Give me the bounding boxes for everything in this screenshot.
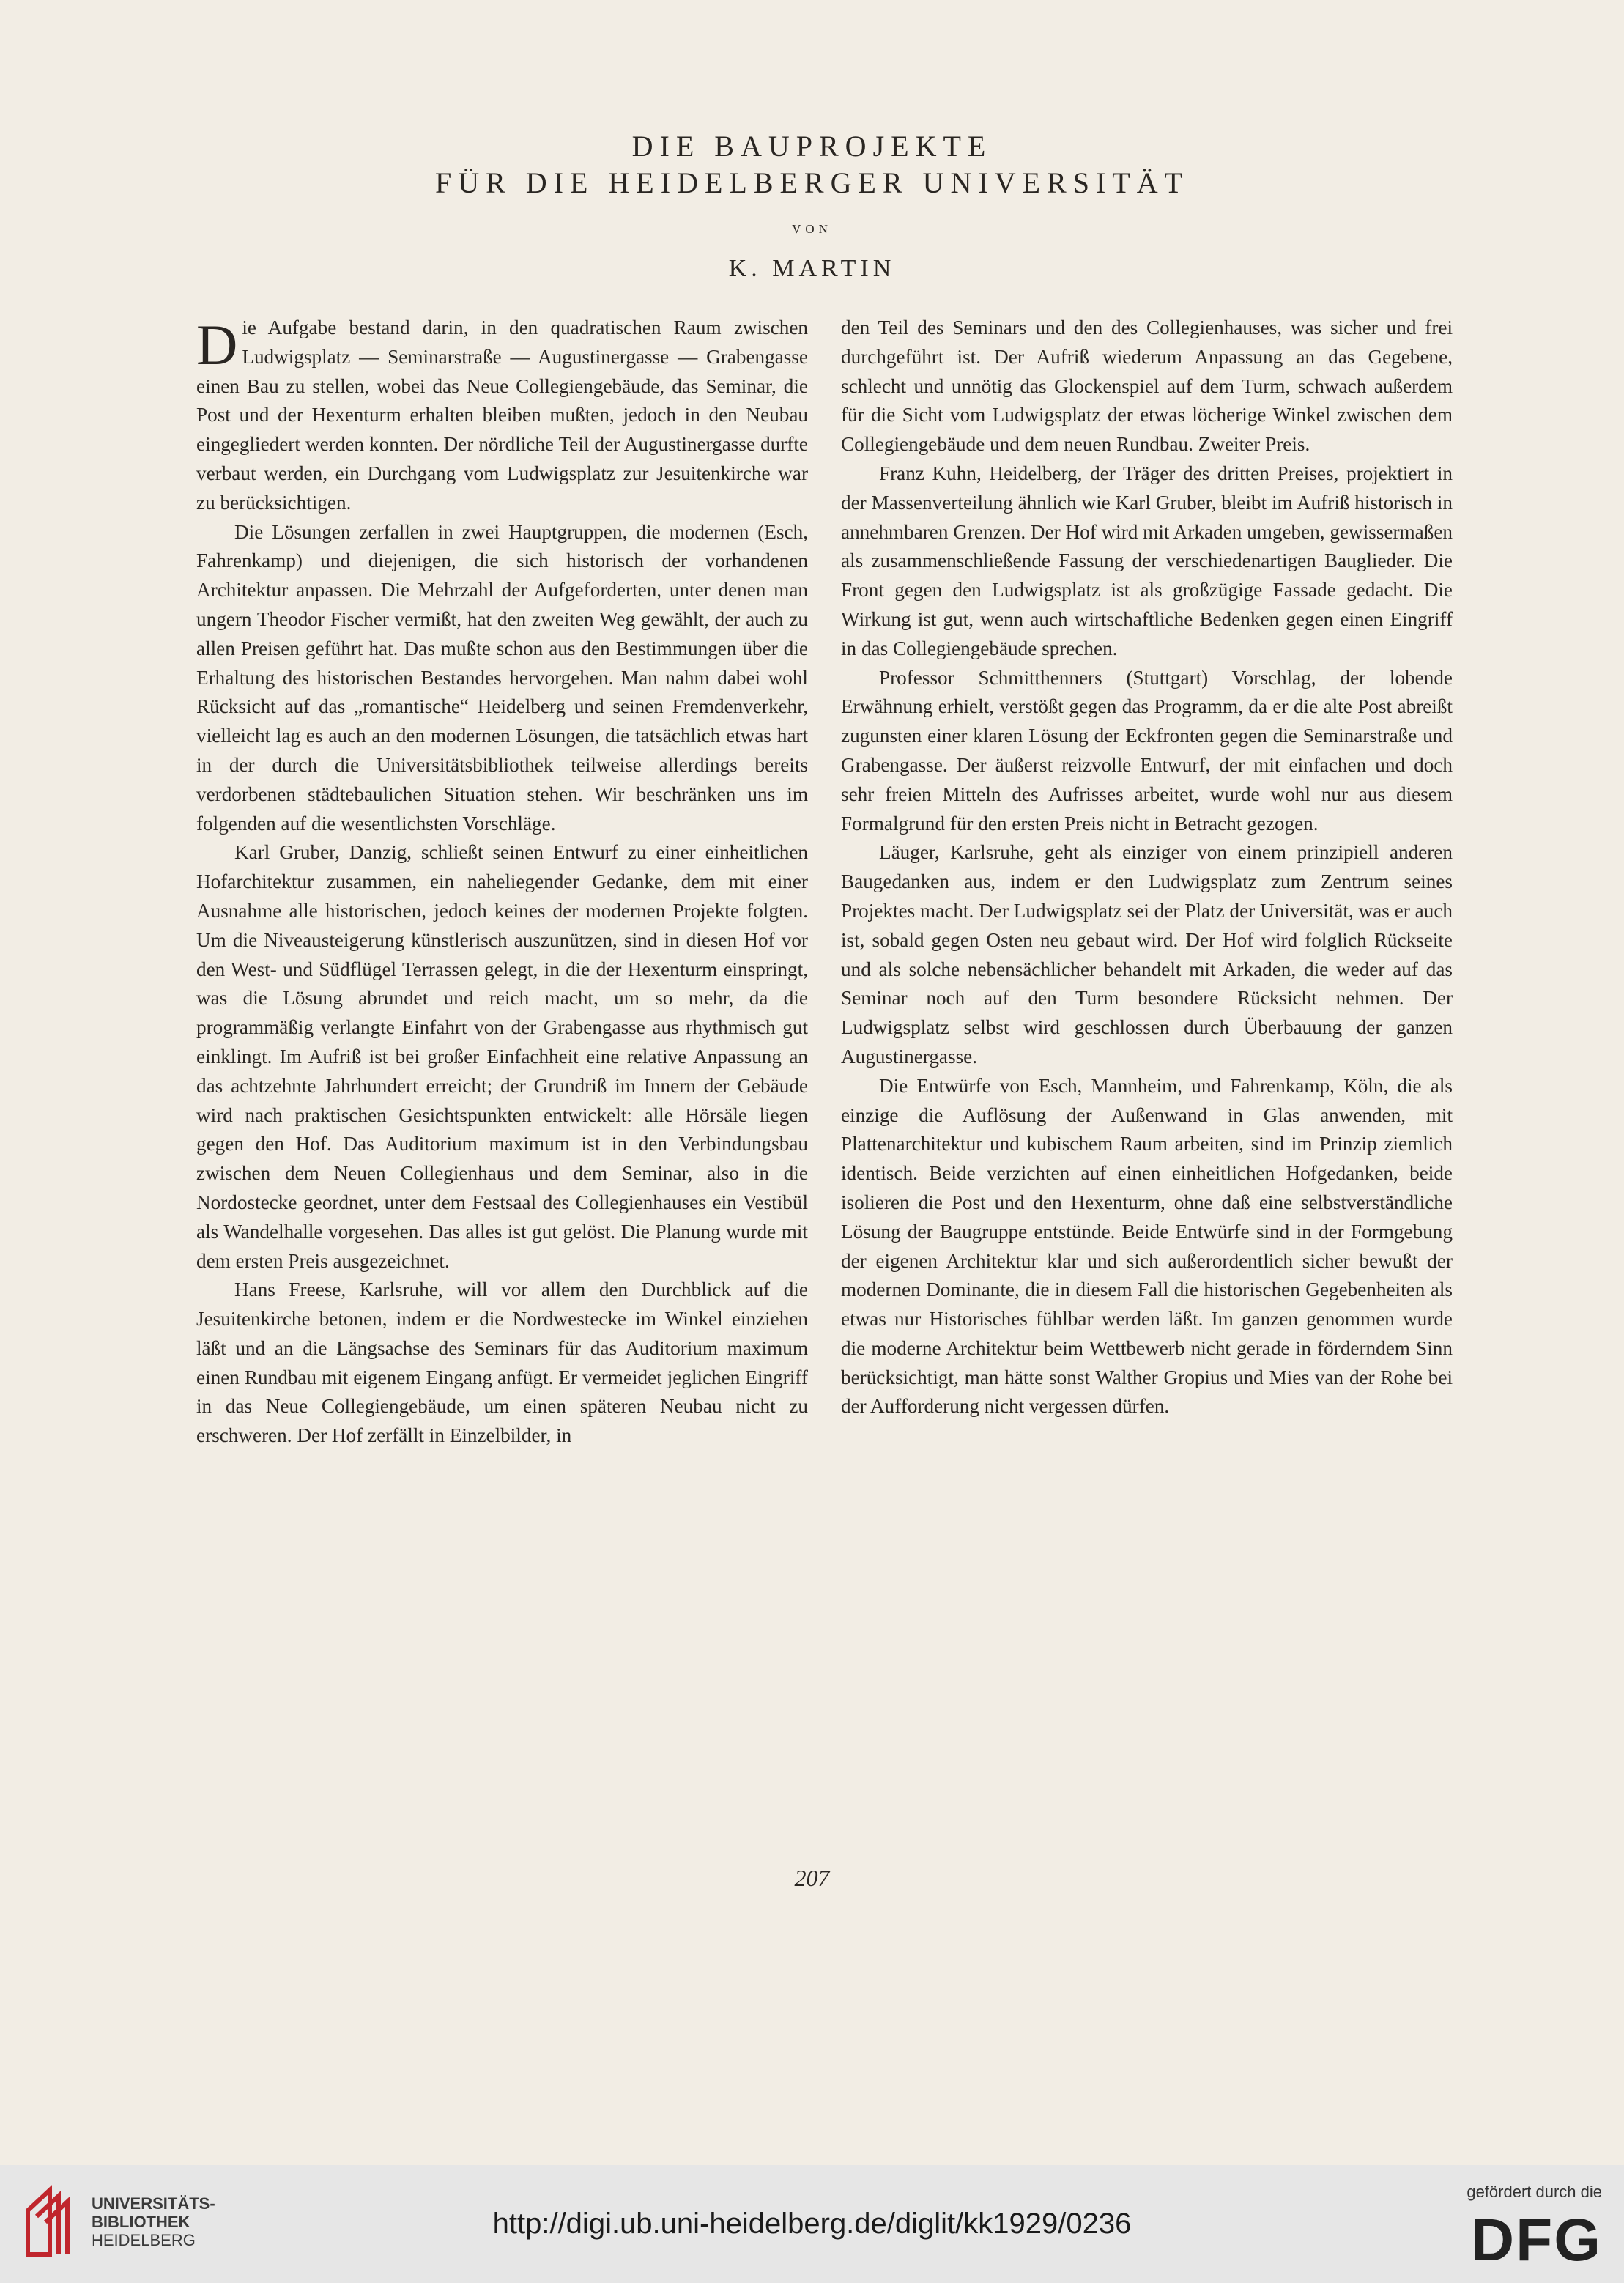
page-number: 207 (794, 1865, 830, 1891)
dfg-logo[interactable]: DFG (1470, 2207, 1602, 2273)
paragraph: Die Lösungen zerfallen in zwei Hauptgruppen, die modernen (Esch, Fahrenkamp) und diejenigen, die sich historisch der vorhandenen Architektur anpassen. Die Mehrzahl der Aufgeforderten, unter denen man ungern Theodor Fischer vermißt, hat den zweiten Weg gewählt, der auch zu allen Preisen geführt hat. Das mußte schon aus den Bestimmungen über die Erhaltung des historischen Bestandes hervorgehen. Man nahm dabei wohl Rücksicht auf das „romantische“ Heidelberg und seinen Fremdenverkehr, vielleicht lag es auch an den modernen Lösungen, die tatsächlich etwas hart in der durch die Universitätsbibliothek teilweise allerdings bereits verdorbenen städtebaulichen Situation stehen. Wir beschränken uns im folgenden auf die wesentlichsten Vorschläge. (196, 520, 808, 835)
paragraph-text: ie Aufgabe bestand darin, in den quadratischen Raum zwischen Ludwigsplatz — Seminarstraße — Augustinergasse — Grabengasse einen Bau zu stellen, wobei das Neue Collegiengebäude, das Seminar, die Post und der Hexenturm erhalten bleiben mußten, jedoch in den Neubau eingegliedert werden konnten. Der nördliche Teil der Augustinergasse durfte verbaut werden, ein Durchgang vom Ludwigsplatz zur Jesuitenkirche war zu berücksichtigen. (196, 317, 808, 514)
article-title-line2: FÜR DIE HEIDELBERGER UNIVERSITÄT (434, 166, 1190, 199)
library-name-line1: UNIVERSITÄTS- (92, 2194, 215, 2213)
paragraph: Hans Freese, Karlsruhe, will vor allem den Durchblick auf die Jesuitenkirche betonen, indem er die Nordwestecke im Winkel einziehen läßt und an die Längsachse des Seminars für das Auditorium maximum einen Rundbau mit eigenem Eingang anfügt. Er vermeidet jeglichen Eingriff in das Neue Collegiengebäude, um einen späteren Neubau nicht zu erschweren. Der Hof zerfällt in Einzelbilder, in (196, 1279, 808, 1447)
paragraph: den Teil des Seminars und den des Collegienhauses, was sicher und frei durchgeführt ist. Der Aufriß wiederum Anpassung an das Gegebene, schlecht und unnötig das Glockenspiel auf dem Turm, schwach außerdem für die Sicht vom Ludwigsplatz der etwas löcherige Winkel zwischen dem Collegiengebäude und dem neuen Rundbau. Zweiter Preis. (841, 317, 1453, 456)
paragraph (196, 314, 808, 518)
library-name-line3: HEIDELBERG (92, 2231, 196, 2249)
footer-bar (0, 2165, 1624, 2283)
text-column-right (841, 314, 1453, 1421)
paragraph: Professor Schmitthenners (Stuttgart) Vorschlag, der lobende Erwähnung erhielt, verstößt gegen das Programm, da er die alte Post abreißt zugunsten einer klaren Lösung der Eckfronten gegen die Seminarstraße und Grabengasse. Der äußerst reizvolle Entwurf, der mit einfachen und doch sehr freien Mitteln des Aufrisses arbeitet, wurde wohl nur aus diesem Formalgrund für den ersten Preis nicht in Betracht gezogen. (841, 666, 1453, 835)
byline-von: VON (792, 222, 832, 236)
paragraph: Karl Gruber, Danzig, schließt seinen Entwurf zu einer einheitlichen Hofarchitektur zusammen, ein naheliegender Gedanke, dem mit einer Ausnahme alle historischen, jedoch keines der modernen Projekte folgten. Um die Niveausteigerung künstlerisch auszunützen, sind in diesen Hof vor den West- und Südflügel Terrassen gelegt, in die der Hexenturm einspringt, was die Lösung abrundet und reich macht, um so mehr, da die programmäßig verlangte Einfahrt von der Grabengasse aus rhythmisch gut einklingt. Im Aufriß ist bei großer Einfachheit eine relative Anpassung an das achtzehnte Jahrhundert erreicht; der Grundriß im Innern der Gebäude wird nach praktischen Gesichtspunkten entwickelt: alle Hörsäle liegen gegen den Hof. Das Auditorium maximum ist in den Verbindungsbau zwischen dem Neuen Collegienhaus und dem Seminar, also in die Nordostecke geordnet, unter dem Festsaal des Collegienhauses ein Vestibül als Wandelhalle vorgesehen. Das alles ist gut gelöst. Die Planung wurde mit dem ersten Preis ausgezeichnet. (196, 841, 808, 1272)
paragraph: Franz Kuhn, Heidelberg, der Träger des dritten Preises, projektiert in der Massenverteilung ähnlich wie Karl Gruber, bleibt im Aufriß historisch in annehmbaren Grenzen. Der Hof wird mit Arkaden umgeben, gewissermaßen als zusammenschließende Fassung der verschiedenartigen Bauglieder. Die Front gegen den Ludwigsplatz ist als großzügige Fassade gedacht. Die Wirkung ist gut, wenn auch wirtschaftliche Bedenken gegen einen Eingriff in das Collegiengebäude sprechen. (841, 462, 1453, 659)
text-column-left (196, 314, 808, 1451)
digital-copy-url-link[interactable]: http://digi.ub.uni-heidelberg.de/diglit/kk1929/0236 (492, 2208, 1132, 2240)
author-name: K. MARTIN (728, 255, 896, 282)
drop-cap: D (196, 313, 238, 377)
funded-by-label: gefördert durch die (1467, 2183, 1602, 2201)
paragraph: Läuger, Karlsruhe, geht als einziger von einem prinzipiell anderen Baugedanken aus, indem er den Ludwigsplatz zum Zentrum seines Projektes macht. Der Ludwigsplatz sei der Platz der Universität, was er auch ist, sobald gegen Osten neu gebaut wird. Der Hof wird folglich Rückseite und als solche nebensächlicher behandelt mit Arkaden, die weder auf das Seminar noch auf den Turm besondere Rücksicht nehmen. Der Ludwigsplatz selbst wird geschlossen durch Überbauung der ganzen Augustinergasse. (841, 841, 1453, 1068)
library-name-line2: BIBLIOTHEK (92, 2213, 190, 2231)
article-title-line1: DIE BAUPROJEKTE (631, 130, 993, 163)
paragraph: Die Entwürfe von Esch, Mannheim, und Fahrenkamp, Köln, die als einzige die Auflösung der Außenwand in Glas anwenden, mit Plattenarchitektur und kubischem Raum arbeiten, sind im Prinzip ziemlich identisch. Beide verzichten auf einen einheitlichen Hofgedanken, beide isolieren die Post und den Hexenturm, ohne daß eine selbstverständliche Lösung der Baugruppe entstünde. Beide Entwürfe sind in der Formgebung der eigenen Architektur klar und sich außerordentlich sicher bewußt der modernen Dominante, die in diesem Fall die historischen Gegebenheiten als etwas nur Historisches fühlbar werden läßt. Im ganzen genommen wurde die moderne Architektur beim Wettbewerb nicht gerade in förderndem Sinn berücksichtigt, man hätte sonst Walther Gropius und Mies van der Rohe bei der Aufforderung nicht vergessen dürfen. (841, 1074, 1453, 1418)
